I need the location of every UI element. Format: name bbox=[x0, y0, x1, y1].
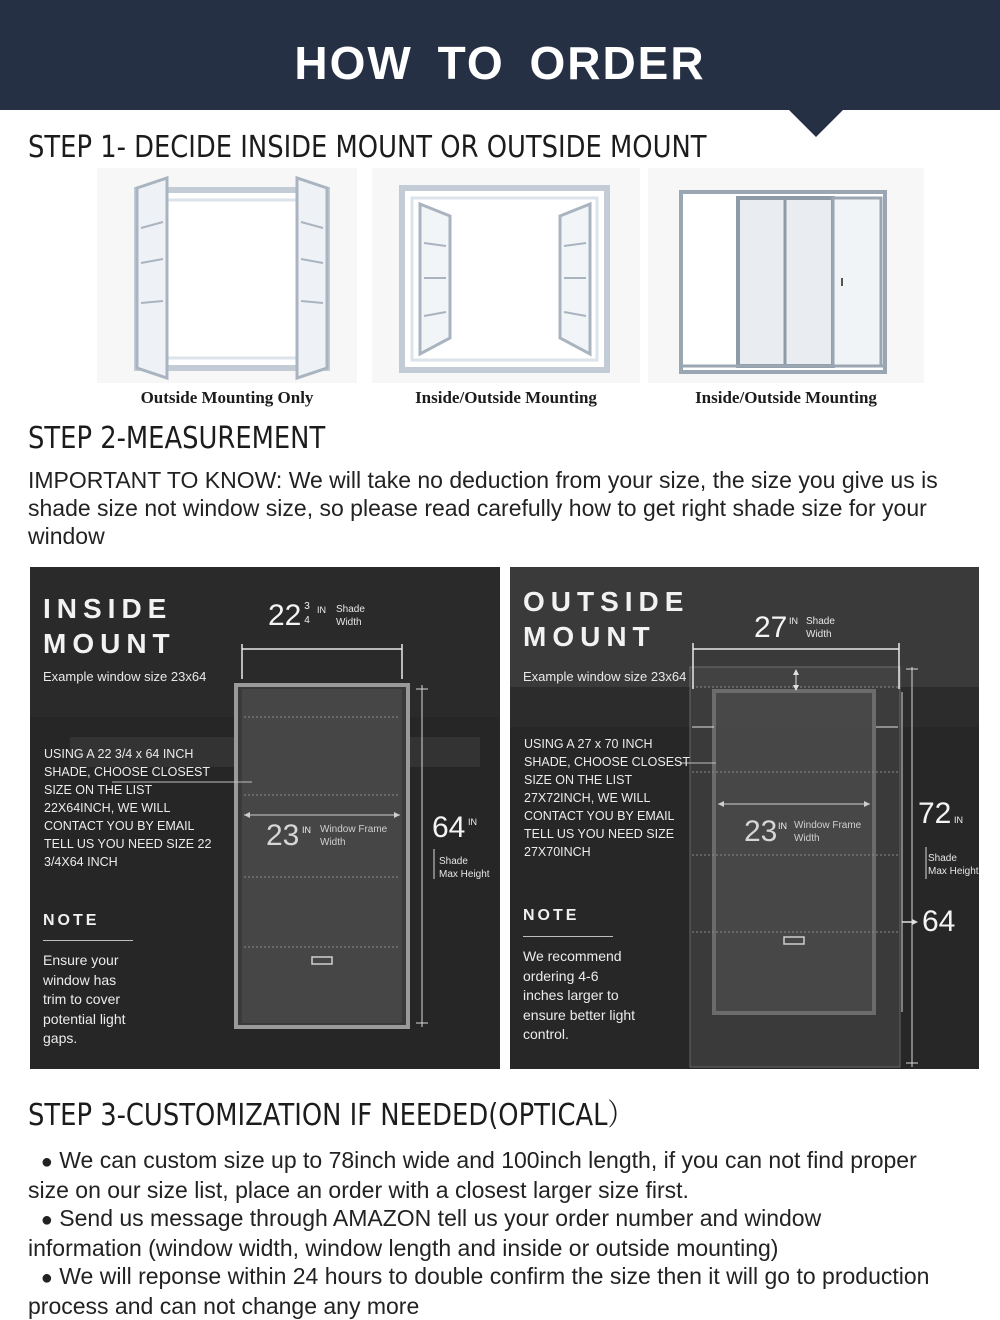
outside-note-title: NOTE bbox=[523, 907, 580, 924]
outside-width-unit: IN bbox=[789, 616, 798, 626]
outside-frame-label: Window Frame Width bbox=[794, 820, 862, 844]
bullet-icon: ● bbox=[40, 1151, 53, 1173]
list-item: ● Send us message through AMAZON tell us your order number and window bbox=[40, 1205, 822, 1231]
outside-note-divider bbox=[523, 936, 613, 937]
bullet-icon: ● bbox=[40, 1267, 53, 1289]
list-item-continuation: process and can not change any more bbox=[28, 1293, 420, 1319]
casement-window-outward-icon bbox=[97, 168, 357, 383]
mount-card-outside-only bbox=[97, 168, 357, 412]
inside-frame-unit: IN bbox=[302, 825, 311, 835]
inside-height-label: Shade Max Height bbox=[439, 856, 490, 880]
inside-title-line1: INSIDE bbox=[43, 593, 173, 624]
banner-notch bbox=[788, 109, 844, 137]
header-banner bbox=[0, 0, 1000, 110]
list-item-continuation: size on our size list, place an order with a closest larger size first. bbox=[28, 1177, 689, 1203]
inside-instructions: USING A 22 3/4 x 64 INCH SHADE, CHOOSE CLOSEST SIZE ON THE LIST 22X64INCH, WE WILL CONTACT YOU BY EMAIL TELL US YOU NEED SIZE 22 3/4X64 INCH bbox=[44, 747, 212, 869]
inside-height-unit: IN bbox=[468, 817, 477, 827]
list-item: ● We can custom size up to 78inch wide and 100inch length, if you can not find proper bbox=[40, 1147, 917, 1173]
outside-example: Example window size 23x64 bbox=[523, 669, 687, 684]
outside-title-line1: OUTSIDE bbox=[523, 586, 690, 617]
inside-width-frac-num: 3 bbox=[304, 601, 310, 612]
outside-width-label: Shade Width bbox=[806, 616, 835, 640]
list-item-continuation: information (window width, window length and inside or outside mounting) bbox=[28, 1235, 779, 1261]
outside-mount-panel bbox=[510, 567, 979, 1069]
inside-note-title: NOTE bbox=[43, 912, 100, 929]
bullet-icon: ● bbox=[40, 1209, 53, 1231]
inside-width-number: 22 bbox=[268, 599, 302, 632]
outside-width-number: 27 bbox=[754, 611, 788, 644]
inside-frame-number: 23 bbox=[266, 819, 300, 852]
mount-caption: Outside Mounting Only bbox=[140, 388, 314, 407]
outside-instructions: USING A 27 x 70 INCH SHADE, CHOOSE CLOSEST SIZE ON THE LIST 27X72INCH, WE WILL CONTACT YOU BY EMAIL TELL US YOU NEED SIZE 27X70INCH bbox=[524, 737, 691, 859]
important-note: IMPORTANT TO KNOW: We will take no deduction from your size, the size you give us is shade size not window size, so please read carefully how to get right shade size for your window bbox=[28, 467, 938, 549]
inside-note-divider bbox=[43, 940, 133, 941]
inside-width-unit: IN bbox=[317, 605, 326, 615]
mount-card-inside-outside-1 bbox=[372, 168, 640, 412]
sliding-window-icon bbox=[648, 168, 924, 383]
inside-width-frac-den: 4 bbox=[304, 615, 310, 626]
outside-note-text: We recommend ordering 4-6 inches larger to ensure better light control. bbox=[523, 948, 636, 1042]
inside-width-label: Shade Width bbox=[336, 604, 365, 628]
inside-example: Example window size 23x64 bbox=[43, 669, 207, 684]
outside-height-number: 72 bbox=[918, 797, 952, 830]
casement-window-inset-icon bbox=[372, 168, 640, 383]
inside-mount-panel bbox=[30, 567, 500, 1069]
mount-caption: Inside/Outside Mounting bbox=[695, 388, 877, 407]
outside-title-line2: MOUNT bbox=[523, 621, 656, 652]
inside-frame-label: Window Frame Width bbox=[320, 824, 388, 848]
step1-heading: STEP 1- DECIDE INSIDE MOUNT OR OUTSIDE MOUNT bbox=[28, 130, 707, 165]
outside-height-unit: IN bbox=[954, 815, 963, 825]
step2-heading: STEP 2-MEASUREMENT bbox=[28, 421, 326, 456]
outside-frame-number: 23 bbox=[744, 815, 778, 848]
outside-height-label: Shade Max Height bbox=[928, 853, 979, 877]
page-title: HOW TO ORDER bbox=[294, 37, 706, 89]
outside-window-height: 64 bbox=[922, 905, 956, 938]
mount-caption: Inside/Outside Mounting bbox=[415, 388, 597, 407]
inside-height-number: 64 bbox=[432, 811, 466, 844]
list-item: ● We will reponse within 24 hours to double confirm the size then it will go to production bbox=[40, 1263, 930, 1289]
step3-heading: STEP 3-CUSTOMIZATION IF NEEDED(OPTICAL） bbox=[28, 1098, 634, 1133]
mount-card-inside-outside-2 bbox=[648, 168, 924, 412]
outside-frame-unit: IN bbox=[778, 821, 787, 831]
inside-note-text: Ensure your window has trim to cover potential light gaps. bbox=[43, 952, 126, 1046]
customization-list bbox=[28, 1146, 978, 1320]
inside-title-line2: MOUNT bbox=[43, 628, 176, 659]
